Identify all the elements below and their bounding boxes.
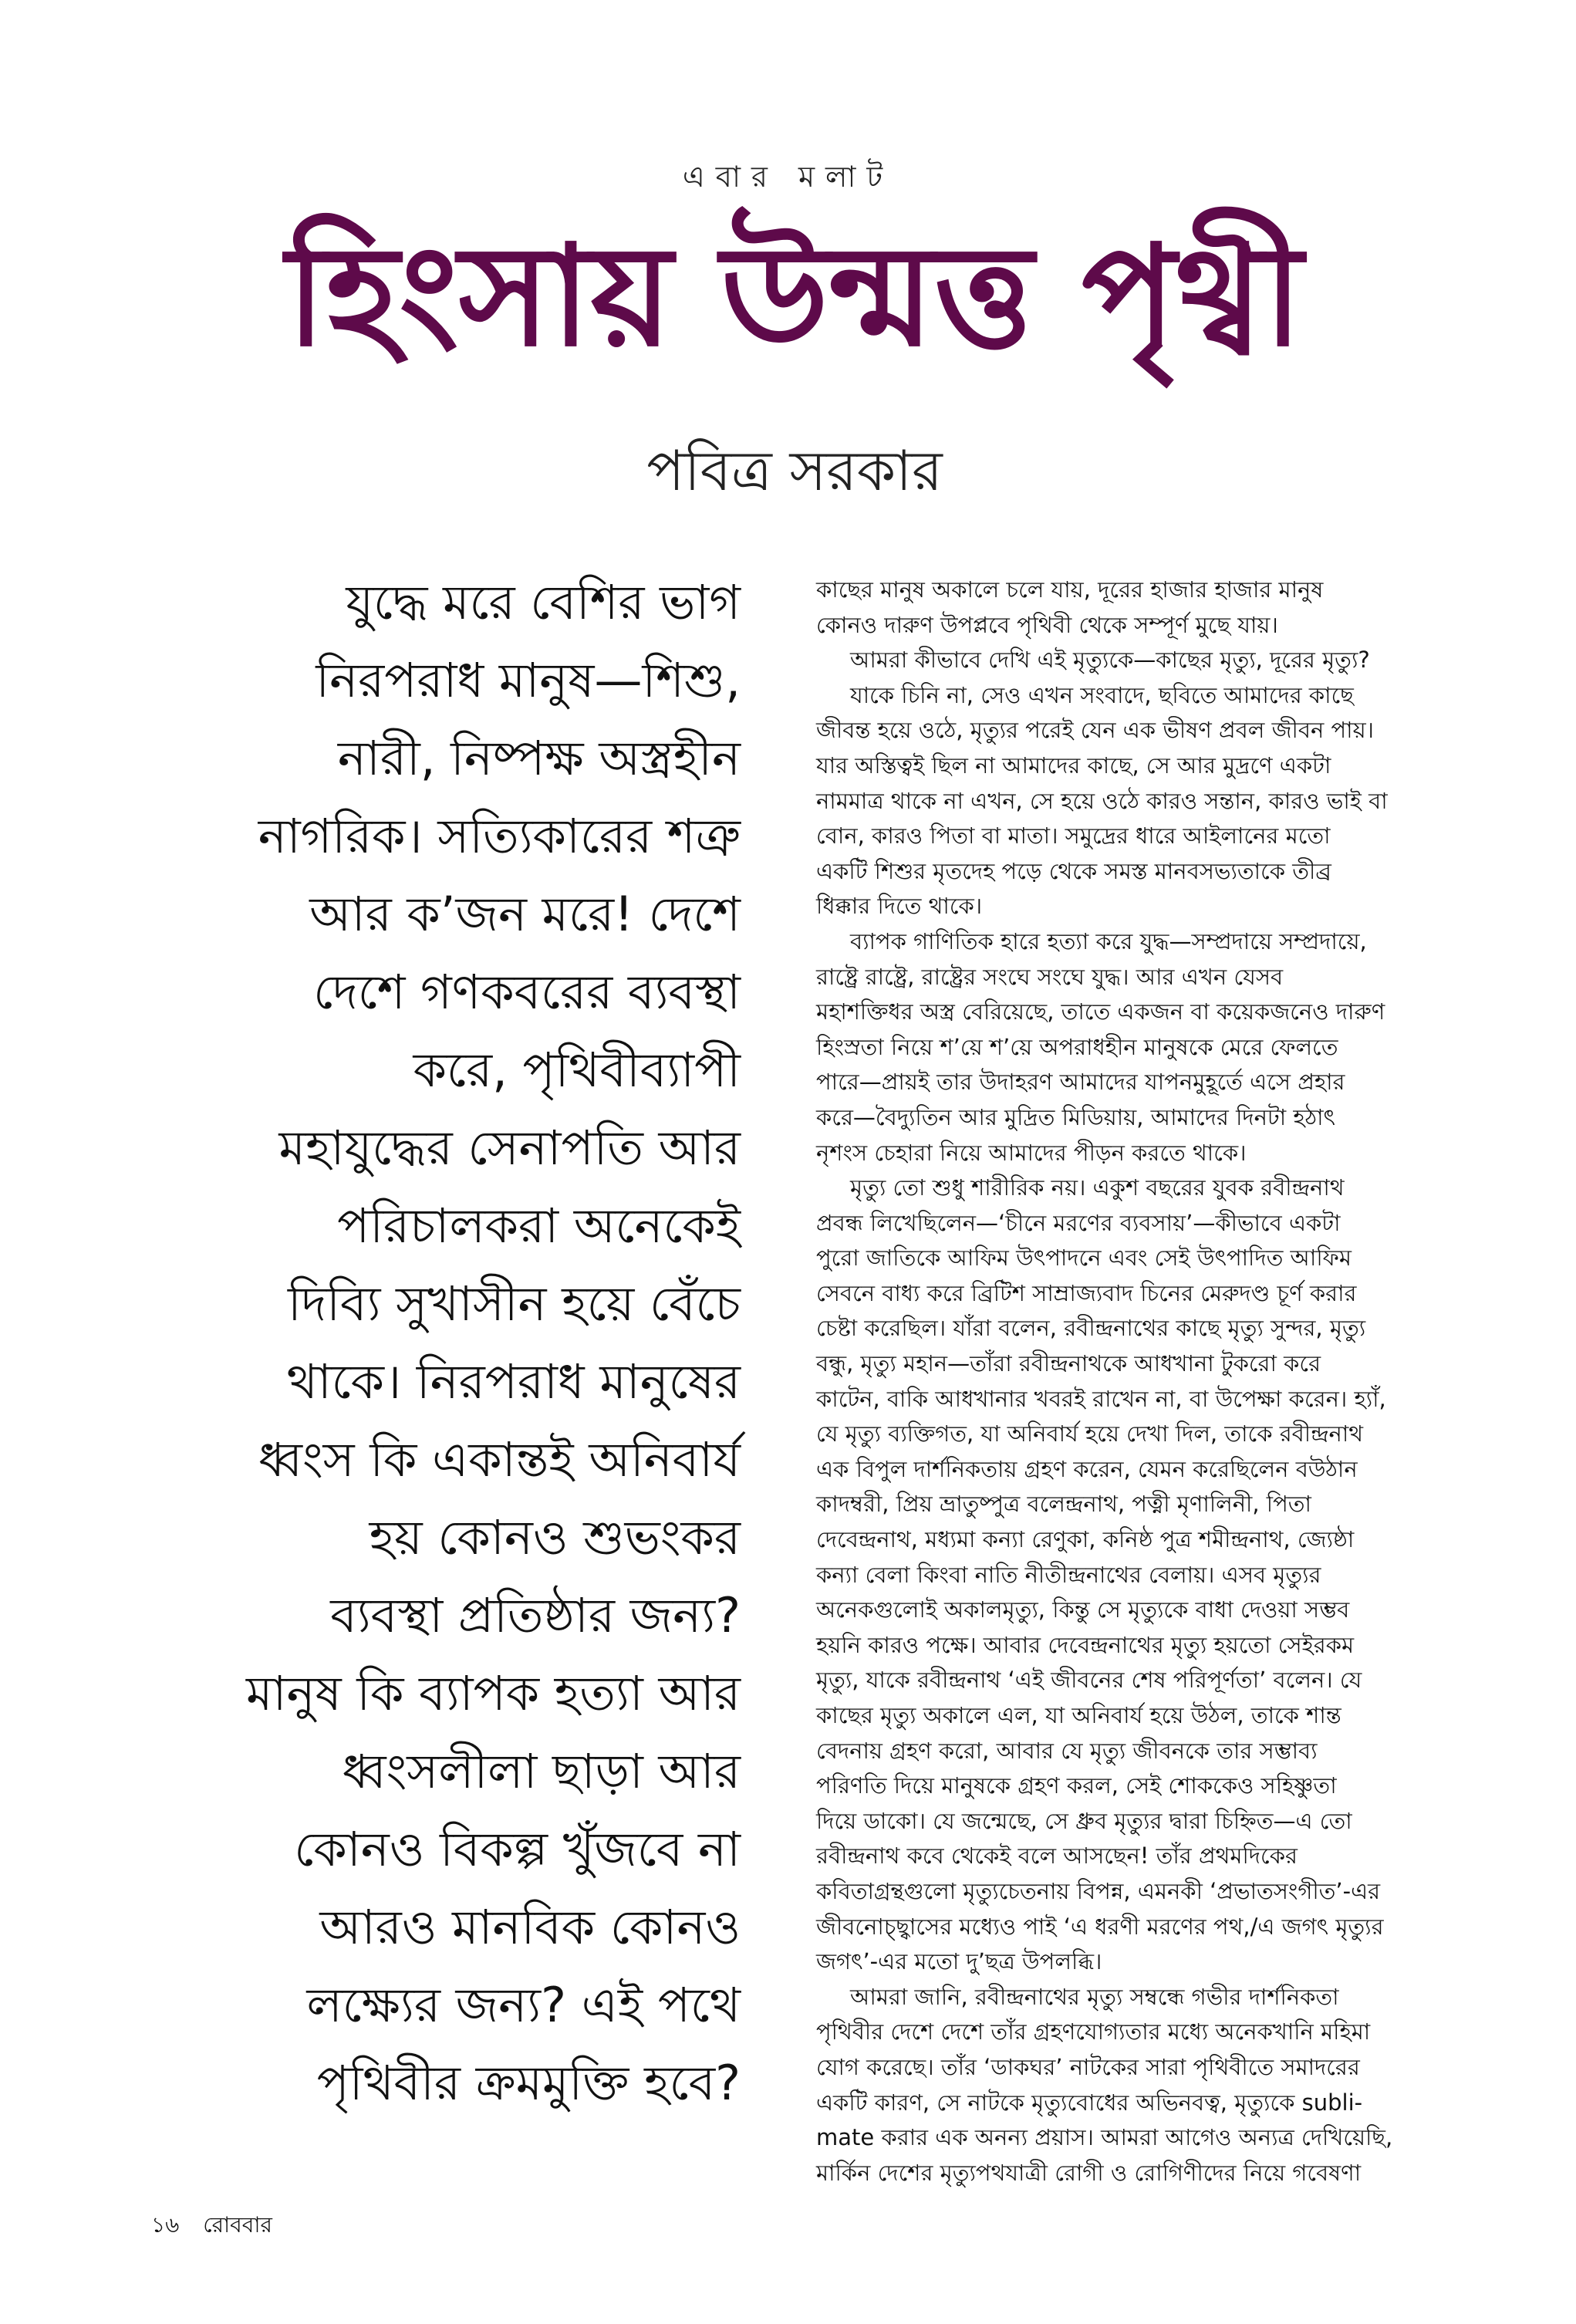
- pull-quote-line: নারী, নিষ্পক্ষ অস্ত্রহীন: [337, 730, 741, 786]
- body-text-line: বন্ধু, মৃত্যু মহান—তাঁরা রবীন্দ্রনাথকে আধখানা টুকরো করে: [816, 1350, 1321, 1377]
- body-text-line: চেষ্টা করেছিল। যাঁরা বলেন, রবীন্দ্রনাথের কাছে মৃত্যু সুন্দর, মৃত্যু: [816, 1315, 1366, 1342]
- body-text-line: হয়নি কারও পক্ষে। আবার দেবেন্দ্রনাথের মৃত্যু হয়তো সেইরকম: [816, 1631, 1355, 1658]
- body-text-line: যাকে চিনি না, সেও এখন সংবাদে, ছবিতে আমাদের কাছে: [850, 681, 1354, 708]
- body-text-line: প্রবন্ধ লিখেছিলেন—‘চীনে মরণের ব্যবসায়’—কীভাবে একটা: [816, 1209, 1341, 1236]
- pull-quote-line: লক্ষ্যের জন্য? এই পথে: [306, 1977, 741, 2033]
- body-text-line: একটি কারণ, সে নাটকে মৃত্যুবোধের অভিনবত্ব, মৃত্যুকে subli-: [816, 2089, 1363, 2116]
- body-text-line: করে—বৈদ্যুতিন আর মুদ্রিত মিডিয়ায়, আমাদের দিনটা হঠাৎ: [816, 1103, 1336, 1130]
- body-text-line: একটি শিশুর মৃতদেহ পড়ে থেকে সমস্ত মানবসভ্যতাকে তীব্র: [816, 857, 1331, 884]
- body-text-line: দিয়ে ডাকো। যে জন্মেছে, সে ধ্রুব মৃত্যুর দ্বারা চিহ্নিত—এ তো: [816, 1807, 1352, 1834]
- body-text-line: কাটেন, বাকি আধখানার খবরই রাখেন না, বা উপেক্ষা করেন। হ্যাঁ,: [816, 1385, 1386, 1412]
- body-text-line: অনেকগুলোই অকালমৃত্যু, কিন্তু সে মৃত্যুকে বাধা দেওয়া সম্ভব: [816, 1596, 1350, 1623]
- body-text-line: কোনও দারুণ উপপ্লবে পৃথিবী থেকে সম্পূর্ণ মুছে যায়।: [816, 611, 1278, 638]
- body-text-line: আমরা জানি, রবীন্দ্রনাথের মৃত্যু সম্বন্ধে গভীর দার্শনিকতা: [850, 1983, 1339, 2010]
- body-text-line: মহাশক্তিধর অস্ত্র বেরিয়েছে, তাতে একজন বা কয়েকজনেও দারুণ: [816, 998, 1385, 1025]
- body-text-line: জীবন্ত হয়ে ওঠে, মৃত্যুর পরেই যেন এক ভীষণ প্রবল জীবন পায়।: [816, 717, 1375, 744]
- pull-quote-line: আরও মানবিক কোনও: [319, 1899, 741, 1955]
- pull-quote-line: কোনও বিকল্প খুঁজবে না: [294, 1821, 741, 1877]
- body-text-line: কবিতাগ্রন্থগুলো মৃত্যুচেতনায় বিপন্ন, এমনকী ‘প্রভাতসংগীত’-এর: [816, 1877, 1381, 1904]
- pull-quote-line: নাগরিক। সত্যিকারের শত্রু: [258, 808, 741, 864]
- body-text-line: ব্যাপক গাণিতিক হারে হত্যা করে যুদ্ধ—সম্প্রদায়ে সম্প্রদায়ে,: [850, 927, 1367, 954]
- pull-quote-line: আর ক’জন মরে! দেশে: [309, 886, 741, 942]
- pull-quote-line: হয় কোনও শুভংকর: [369, 1509, 741, 1566]
- section-kicker: এবার মলাট: [682, 160, 894, 194]
- body-text-line: নামমাত্র থাকে না এখন, সে হয়ে ওঠে কারও সন্তান, কারও ভাই বা: [816, 787, 1388, 814]
- pull-quote: [116, 563, 741, 2122]
- pull-quote-line: নিরপরাধ মানুষ—শিশু,: [316, 652, 741, 708]
- pull-quote-line: করে, পৃথিবীব্যাপী: [413, 1042, 741, 1098]
- body-text-line: পারে—প্রায়ই তার উদাহরণ আমাদের যাপনমুহূর্তে এসে প্রহার: [816, 1069, 1345, 1096]
- body-text-line: mate করার এক অনন্য প্রয়াস। আমরা আগেও অন্যত্র দেখিয়েছি,: [816, 2124, 1393, 2151]
- body-text-line: ধিক্কার দিতে থাকে।: [816, 893, 983, 920]
- body-text-line: বোন, কারও পিতা বা মাতা। সমুদ্রের ধারে আইলানের মতো: [816, 823, 1331, 850]
- body-text-line: পুরো জাতিকে আফিম উৎপাদনে এবং সেই উৎপাদিত আফিম: [816, 1245, 1352, 1272]
- body-text-line: সেবনে বাধ্য করে ব্রিটিশ সাম্রাজ্যবাদ চিনের মেরুদণ্ড চূর্ণ করার: [816, 1279, 1357, 1306]
- pull-quote-line: পৃথিবীর ক্রমমুক্তি হবে?: [316, 2055, 741, 2111]
- body-text-line: মৃত্যু তো শুধু শারীরিক নয়। একুশ বছরের যুবক রবীন্দ্রনাথ: [850, 1174, 1345, 1201]
- pull-quote-line: দেশে গণকবরের ব্যবস্থা: [313, 964, 741, 1020]
- body-text-line: পরিণতি দিয়ে মানুষকে গ্রহণ করল, সেই শোককেও সহিষ্ণুতা: [816, 1772, 1337, 1799]
- body-text-line: কাছের মৃত্যু অকালে এল, যা অনিবার্য হয়ে উঠল, তাকে শান্ত: [816, 1702, 1341, 1728]
- pull-quote-line: ধ্বংসলীলা ছাড়া আর: [342, 1743, 741, 1799]
- pull-quote-line: ব্যবস্থা প্রতিষ্ঠার জন্য?: [330, 1587, 741, 1643]
- body-text-line: হিংস্রতা নিয়ে শ’য়ে শ’য়ে অপরাধহীন মানুষকে মেরে ফেলতে: [816, 1033, 1338, 1060]
- body-text-line: কাদম্বরী, প্রিয় ভ্রাতুষ্পুত্র বলেন্দ্রনাথ, পত্নী মৃণালিনী, পিতা: [816, 1491, 1311, 1518]
- article-title: হিংসায় উন্মত্ত পৃথ্বী: [286, 216, 1303, 377]
- body-text-line: মৃত্যু, যাকে রবীন্দ্রনাথ ‘এই জীবনের শেষ পরিপূর্ণতা’ বলেন। যে: [816, 1667, 1362, 1694]
- body-text-line: কাছের মানুষ অকালে চলে যায়, দূরের হাজার হাজার মানুষ: [816, 576, 1324, 603]
- magazine-name: রোববার: [203, 2212, 272, 2238]
- pull-quote-line: মহাযুদ্ধের সেনাপতি আর: [278, 1120, 741, 1176]
- body-text-line: আমরা কীভাবে দেখি এই মৃত্যুকে—কাছের মৃত্যু, দূরের মৃত্যু?: [850, 647, 1370, 674]
- body-text-line: যার অস্তিত্বই ছিল না আমাদের কাছে, সে আর মুদ্রণে একটা: [816, 752, 1331, 779]
- body-text-line: নৃশংস চেহারা নিয়ে আমাদের পীড়ন করতে থাকে।: [816, 1139, 1247, 1166]
- body-text-line: জগৎ’-এর মতো দু’ছত্র উপলব্ধি।: [816, 1948, 1102, 1975]
- page-footer: [151, 2208, 289, 2245]
- pull-quote-line: পরিচালকরা অনেকেই: [337, 1197, 741, 1254]
- pull-quote-line: দিব্যি সুখাসীন হয়ে বেঁচে: [287, 1275, 741, 1332]
- body-text-line: এক বিপুল দার্শনিকতায় গ্রহণ করেন, যেমন করেছিলেন বউঠান: [816, 1455, 1358, 1482]
- pull-quote-line: যুদ্ধে মরে বেশির ভাগ: [346, 574, 741, 630]
- body-text-line: বেদনায় গ্রহণ করো, আবার যে মৃত্যু জীবনকে তার সম্ভাব্য: [816, 1737, 1318, 1764]
- pull-quote-line: থাকে। নিরপরাধ মানুষের: [286, 1353, 741, 1410]
- body-text-line: যে মৃত্যু ব্যক্তিগত, যা অনিবার্য হয়ে দেখা দিল, তাকে রবীন্দ্রনাথ: [816, 1420, 1364, 1447]
- body-text-line: কন্যা বেলা কিংবা নাতি নীতীন্দ্রনাথের বেলায়। এসব মৃত্যুর: [816, 1561, 1321, 1588]
- pull-quote-line: ধ্বংস কি একান্তই অনিবার্য: [258, 1431, 741, 1488]
- body-text-line: মার্কিন দেশের মৃত্যুপথযাত্রী রোগী ও রোগিণীদের নিয়ে গবেষণা: [816, 2159, 1362, 2186]
- body-text-line: রবীন্দ্রনাথ কবে থেকেই বলে আসছেন! তাঁর প্রথমদিকের: [816, 1843, 1298, 1870]
- page-number: ১৬: [151, 2212, 180, 2238]
- body-text-line: দেবেন্দ্রনাথ, মধ্যমা কন্যা রেণুকা, কনিষ্ঠ পুত্র শমীন্দ্রনাথ, জ্যেষ্ঠা: [816, 1526, 1355, 1553]
- article-author: পবিত্র সরকার: [646, 438, 943, 503]
- body-text-line: পৃথিবীর দেশে দেশে তাঁর গ্রহণযোগ্যতার মধ্যে অনেকখানি মহিমা: [816, 2018, 1371, 2045]
- body-text-line: রাষ্ট্রে রাষ্ট্রে, রাষ্ট্রের সংঘে সংঘে যুদ্ধ। আর এখন যেসব: [816, 963, 1284, 990]
- pull-quote-line: মানুষ কি ব্যাপক হত্যা আর: [246, 1665, 741, 1721]
- article-body: [816, 573, 1487, 2191]
- body-text-line: যোগ করেছে। তাঁর ‘ডাকঘর’ নাটকের সারা পৃথিবীতে সমাদরের: [816, 2053, 1360, 2080]
- body-text-line: জীবনোচ্ছ্বাসের মধ্যেও পাই ‘এ ধরণী মরণের পথ,/এ জগৎ মৃত্যুর: [816, 1913, 1384, 1940]
